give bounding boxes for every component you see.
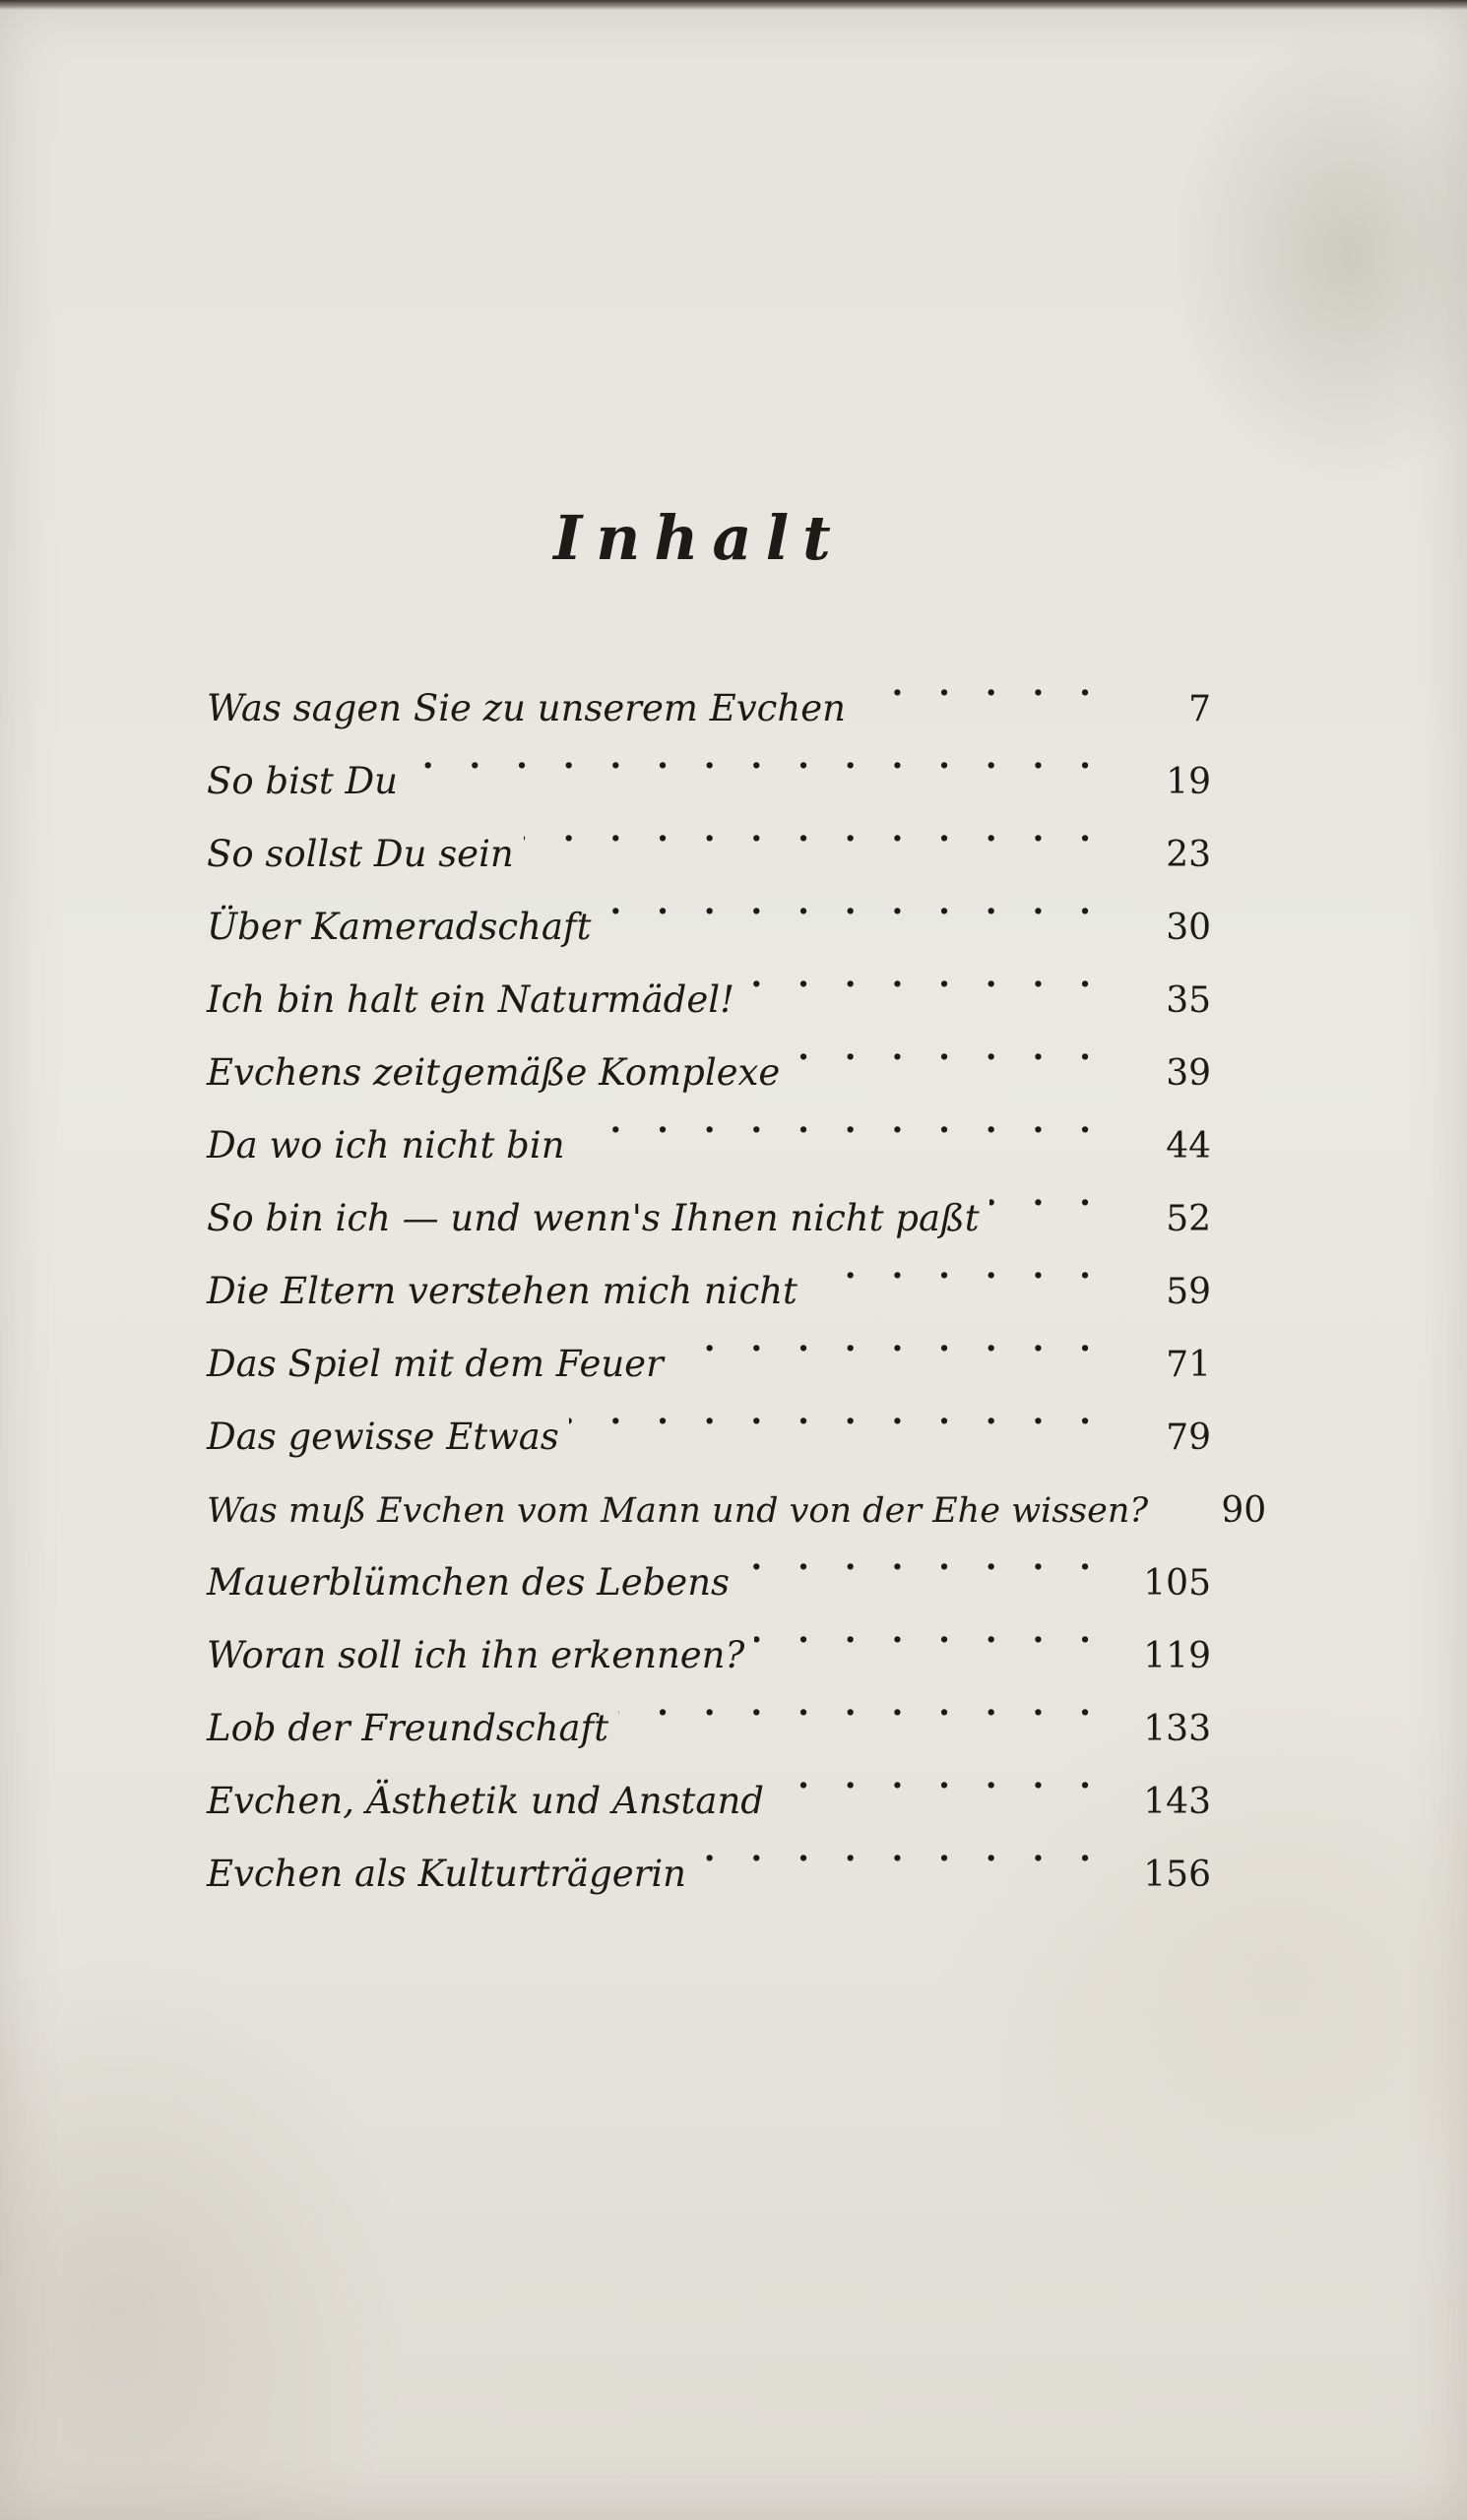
dot-leader (575, 1085, 1103, 1158)
dot-leader (569, 1376, 1103, 1449)
dot-leader (524, 793, 1103, 866)
toc-entry-title: Das Spiel mit dem Feuer (207, 1343, 664, 1385)
dot-leader (408, 721, 1103, 793)
table-of-contents (207, 648, 1267, 1895)
toc-entry-title: Über Kameradschaft (207, 906, 592, 948)
toc-entry-page: 79 (1166, 1418, 1211, 1458)
toc-entry-title: Was muß Evchen vom Mann und von der Ehe wissen? (207, 1491, 1149, 1531)
toc-entry-page: 156 (1143, 1855, 1211, 1895)
toc-entry-title: Da wo ich nicht bin (207, 1124, 565, 1166)
dot-leader (602, 866, 1104, 939)
dot-leader (618, 1668, 1103, 1740)
dot-leader (856, 648, 1103, 721)
toc-entry-page: 133 (1143, 1709, 1211, 1749)
toc-entry-title: Das gewisse Etwas (207, 1416, 559, 1458)
toc-entry-title: Mauerblümchen des Lebens (207, 1561, 731, 1604)
dot-leader (989, 1158, 1103, 1230)
toc-entry-title: Lob der Freundschaft (207, 1707, 609, 1749)
toc-entry-page: 52 (1166, 1199, 1211, 1239)
toc-entry-page: 35 (1166, 980, 1211, 1021)
toc-entry-title: Die Eltern verstehen mich nicht (207, 1270, 797, 1312)
toc-entry-page: 44 (1166, 1126, 1211, 1166)
dot-leader (696, 1813, 1103, 1886)
toc-entry-page: 105 (1143, 1563, 1211, 1604)
toc-entry-page: 39 (1166, 1053, 1211, 1094)
dot-leader (774, 1740, 1103, 1813)
dot-leader (754, 1595, 1103, 1668)
toc-entry-page: 23 (1166, 835, 1211, 875)
toc-entry-title: Ich bin halt ein Naturmädel! (207, 978, 734, 1021)
toc-entry-page: 119 (1143, 1636, 1211, 1676)
toc-entry-title: Woran soll ich ihn erkennen? (207, 1634, 745, 1676)
page-title: Inhalt (553, 502, 845, 574)
dot-leader (673, 1303, 1103, 1376)
dot-leader (739, 1522, 1103, 1595)
dot-leader (790, 1012, 1103, 1085)
dot-leader (744, 939, 1103, 1012)
toc-entry-page: 90 (1221, 1490, 1267, 1531)
toc-entry-title: So bin ich — und wenn's Ihnen nicht paßt (207, 1197, 980, 1239)
toc-entry-page: 19 (1166, 762, 1211, 802)
toc-entry-title: Was sagen Sie zu unserem Evchen (207, 687, 846, 729)
toc-entry-page: 30 (1166, 908, 1211, 948)
toc-entry-title: Evchen, Ästhetik und Anstand (207, 1780, 764, 1822)
toc-entry-page: 143 (1143, 1782, 1211, 1822)
toc-entry-page: 59 (1166, 1272, 1211, 1312)
toc-entry-title: So bist Du (207, 760, 399, 802)
toc-entry-title: Evchen als Kulturträgerin (207, 1853, 687, 1895)
dot-leader (807, 1230, 1103, 1303)
toc-entry-title: Evchens zeitgemäße Komplexe (207, 1051, 781, 1094)
toc-entry-title: So sollst Du sein (207, 833, 514, 875)
page-top-edge (0, 0, 1467, 10)
toc-entry-page: 71 (1166, 1345, 1211, 1385)
toc-entry-page: 7 (1188, 689, 1211, 729)
toc-entry (207, 648, 1211, 729)
